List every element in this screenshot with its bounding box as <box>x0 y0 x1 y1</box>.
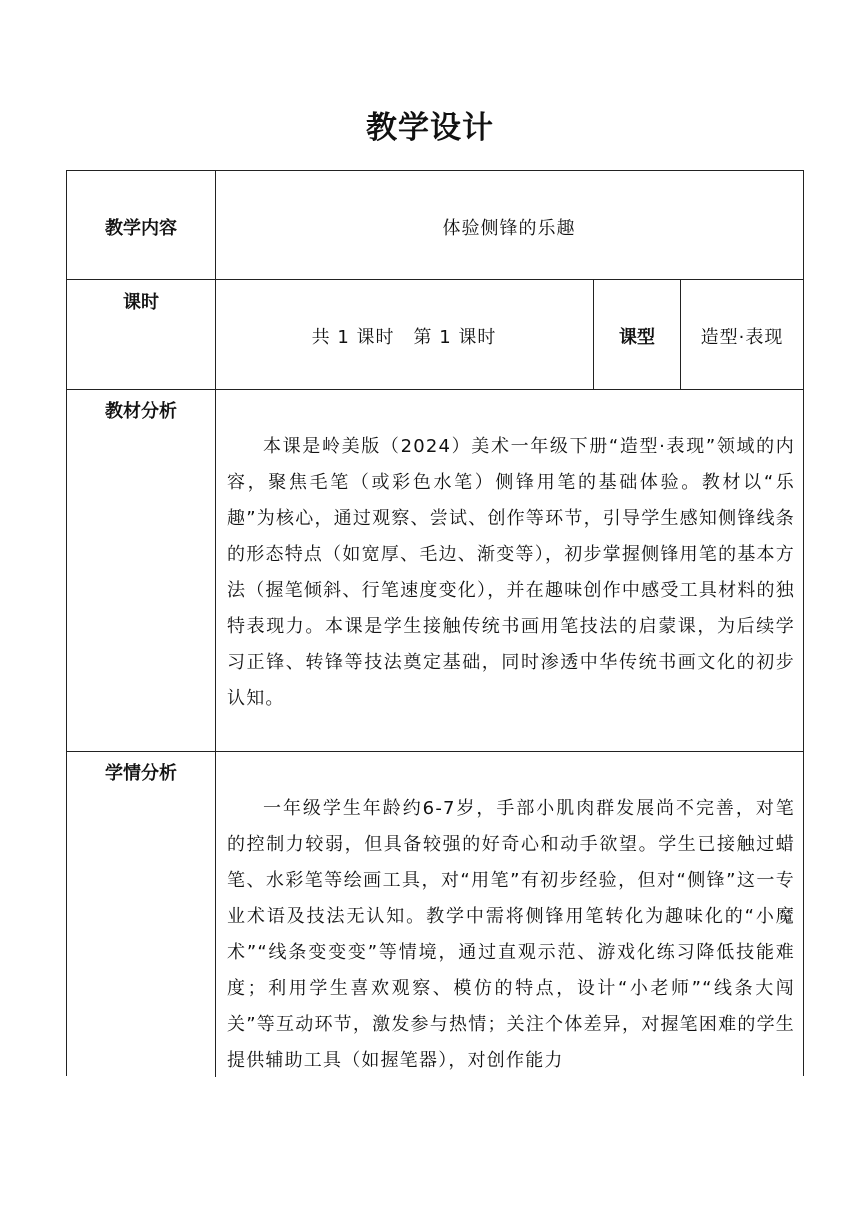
lesson-table <box>66 170 804 1076</box>
period-value: 共 1 课时 第 1 课时 <box>311 327 497 348</box>
document-title: 教学设计 <box>366 110 494 146</box>
student-analysis-label: 学情分析 <box>105 763 177 784</box>
row-divider <box>67 751 803 752</box>
lesson-type-value: 造型·表现 <box>700 327 784 348</box>
column-divider <box>215 171 216 1077</box>
row-divider <box>67 279 803 280</box>
content-label: 教学内容 <box>105 218 177 239</box>
material-analysis-label: 教材分析 <box>105 401 177 422</box>
lesson-type-label: 课型 <box>619 327 655 348</box>
content-value: 体验侧锋的乐趣 <box>442 218 576 239</box>
period-label: 课时 <box>123 292 159 313</box>
material-analysis-text: 本课是岭美版（2024）美术一年级下册“造型·表现”领域的内容，聚焦毛笔（或彩色水笔）侧锋用笔的基础体验。教材以“乐趣”为核心，通过观察、尝试、创作等环节，引导学生感知侧锋线条的形态特点（如宽厚、毛边、渐变等），初步掌握侧锋用笔的基本方法（握笔倾斜、行笔速度变化），并在趣味创作中感受工具材料的独特表现力。本课是学生接触传统书画用笔技法的启蒙课，为后续学习正锋、转锋等技法奠定基础，同时渗透中华传统书画文化的初步认知。 <box>227 436 795 709</box>
student-analysis-text: 一年级学生年龄约6-7岁，手部小肌肉群发展尚不完善，对笔的控制力较弱，但具备较强的好奇心和动手欲望。学生已接触过蜡笔、水彩笔等绘画工具，对“用笔”有初步经验，但对“侧锋”这一专业术语及技法无认知。教学中需将侧锋用笔转化为趣味化的“小魔术”“线条变变变”等情境，通过直观示范、游戏化练习降低技能难度；利用学生喜欢观察、模仿的特点，设计“小老师”“线条大闯关”等互动环节，激发参与热情；关注个体差异，对握笔困难的学生提供辅助工具（如握笔器），对创作能力 <box>227 798 795 1071</box>
row-divider <box>67 389 803 390</box>
